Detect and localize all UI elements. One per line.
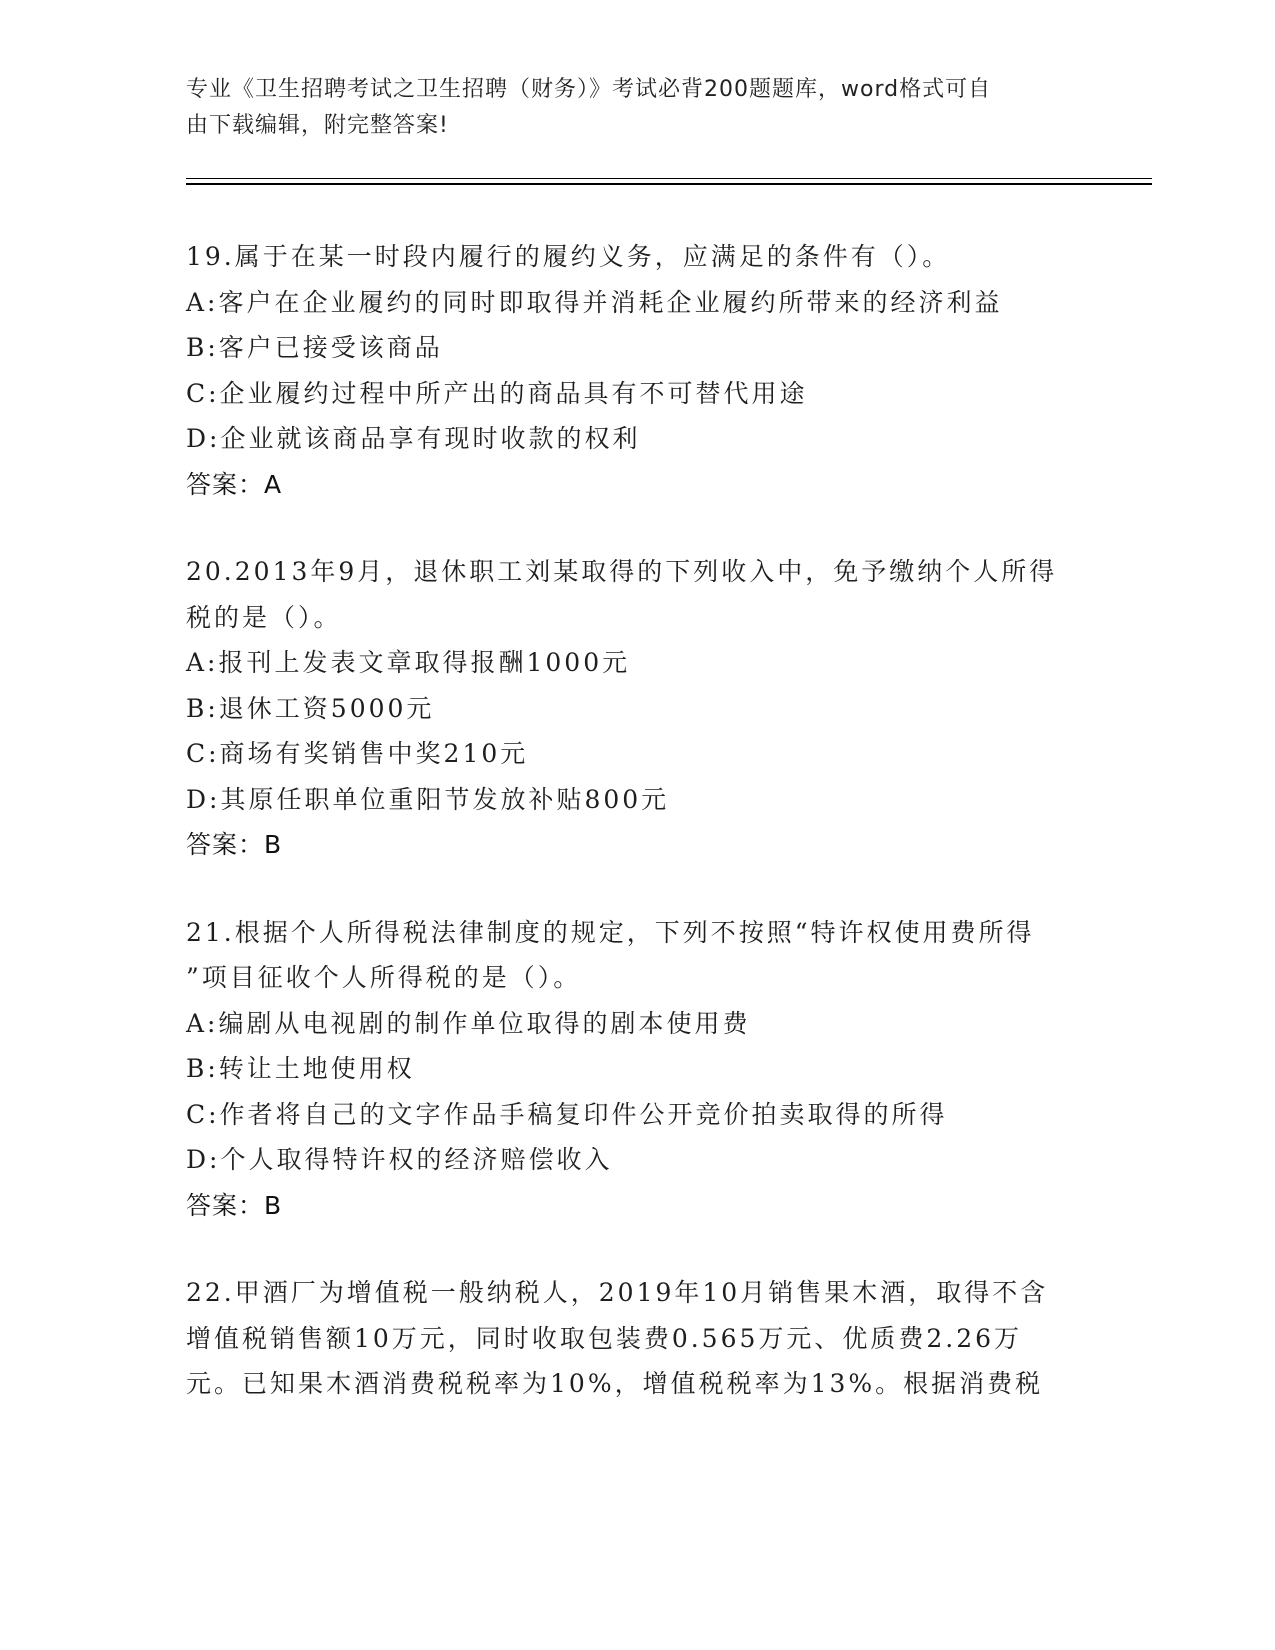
answer-label: 答案：B — [186, 1190, 283, 1220]
option-c: C:企业履约过程中所产出的商品具有不可替代用途 — [186, 378, 808, 408]
option-c: C:作者将自己的文字作品手稿复印件公开竞价拍卖取得的所得 — [186, 1099, 948, 1129]
question-22 — [186, 1270, 1086, 1407]
option-d: D:其原任职单位重阳节发放补贴800元 — [186, 784, 670, 814]
stem-line: 20.2013年9月，退休职工刘某取得的下列收入中，免予缴纳个人所得 — [186, 557, 1058, 586]
stem-line: 22.甲酒厂为增值税一般纳税人，2019年10月销售果木酒，取得不含 — [186, 1278, 1049, 1307]
option-a: A:报刊上发表文章取得报酬1000元 — [186, 648, 631, 677]
option-c: C:商场有奖销售中奖210元 — [186, 739, 529, 768]
question-stem — [186, 234, 1086, 280]
option-b: B:退休工资5000元 — [186, 693, 435, 723]
header-divider-top — [186, 178, 1152, 179]
stem-line: 元。已知果木酒消费税税率为10%，增值税税率为13%。根据消费税 — [186, 1369, 1044, 1398]
question-stem — [186, 1270, 1086, 1407]
header-line-1: 专业《卫生招聘考试之卫生招聘（财务）》考试必背200题题库，word格式可自 — [186, 77, 992, 102]
document-header — [186, 72, 1066, 144]
header-line-2: 由下载编辑，附完整答案! — [186, 113, 449, 138]
header-divider-bottom — [186, 183, 1152, 185]
option-d: D:企业就该商品享有现时收款的权利 — [186, 424, 641, 453]
stem-line: 19.属于在某一时段内履行的履约义务，应满足的条件有（）。 — [186, 242, 951, 271]
question-list — [186, 234, 1086, 1449]
option-d: D:个人取得特许权的经济赔偿收入 — [186, 1145, 613, 1174]
question-20 — [186, 549, 1086, 868]
stem-line: 21.根据个人所得税法律制度的规定，下列不按照“特许权使用费所得 — [186, 917, 1035, 947]
answer-label: 答案：A — [186, 469, 283, 499]
option-b: B:转让土地使用权 — [186, 1054, 415, 1083]
answer-label: 答案：B — [186, 830, 283, 859]
option-a: A:编剧从电视剧的制作单位取得的剧本使用费 — [186, 1008, 751, 1038]
question-21 — [186, 910, 1086, 1229]
stem-line: 增值税销售额10万元，同时收取包装费0.565万元、优质费2.26万 — [186, 1323, 1023, 1353]
stem-line: 税的是（）。 — [186, 602, 342, 632]
stem-line: ”项目征收个人所得税的是（）。 — [186, 963, 582, 992]
option-a: A:客户在企业履约的同时即取得并消耗企业履约所带来的经济利益 — [186, 287, 1003, 317]
question-stem — [186, 910, 1086, 1001]
question-19 — [186, 234, 1086, 507]
question-stem — [186, 549, 1086, 640]
option-b: B:客户已接受该商品 — [186, 333, 443, 362]
